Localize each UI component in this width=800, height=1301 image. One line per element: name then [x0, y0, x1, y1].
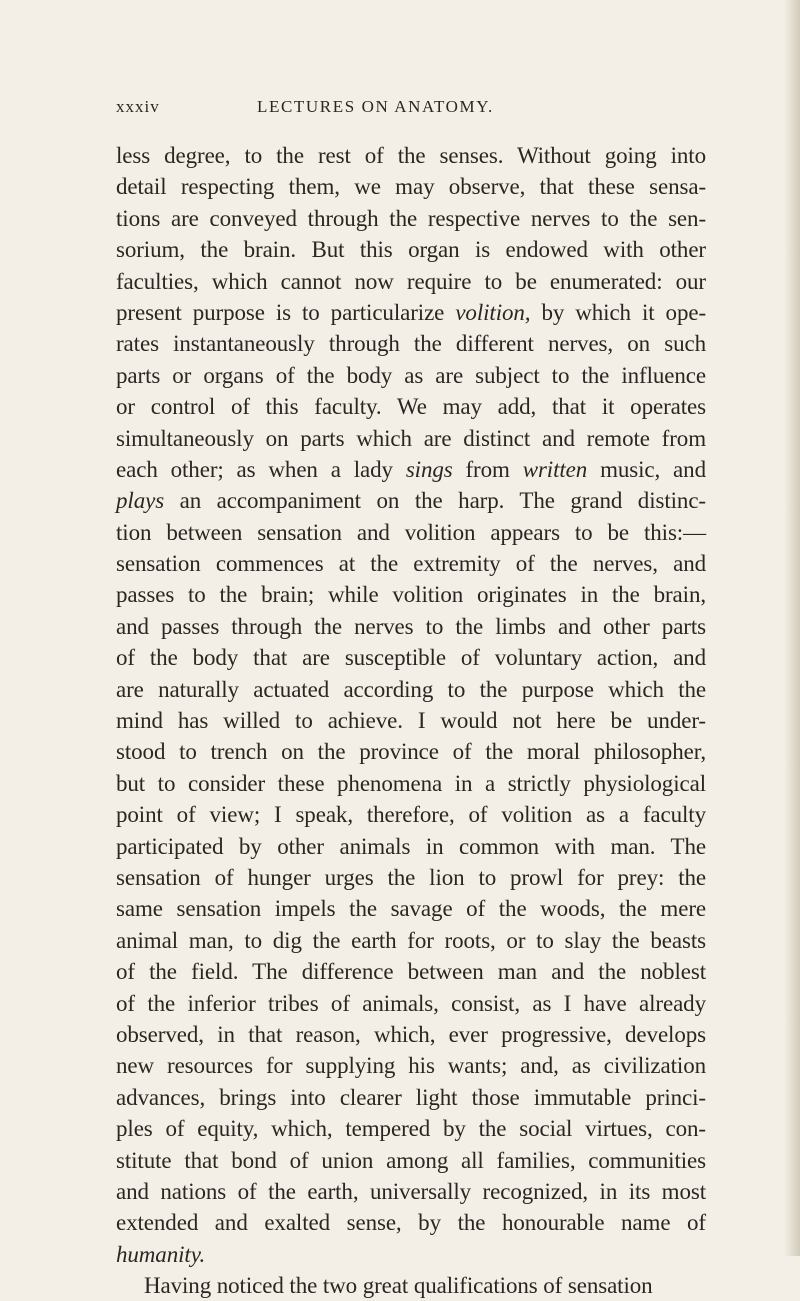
text-line: participated by other animals in common with man. The: [116, 833, 706, 859]
text-segment: an accompaniment on the harp. The grand distinc-: [179, 488, 706, 514]
text-line: tion between sensation and volition appears to be this:—: [116, 519, 706, 545]
text-line: sorium, the brain. But this organ is endowed with other: [116, 237, 706, 263]
text-line: passes to the brain; while volition originates in the brain,: [116, 582, 706, 608]
text-line: less degree, to the rest of the senses. Without going into: [116, 143, 706, 168]
text-line: faculties, which cannot now require to be enumerated: our: [116, 268, 706, 294]
text-line: and nations of the earth, universally recognized, in its most: [116, 1178, 706, 1204]
text-line: [116, 485, 706, 516]
text-line: stood to trench on the province of the moral philosopher,: [116, 739, 706, 765]
text-line: mind has willed to achieve. I would not here be under-: [116, 708, 706, 734]
text-line: are naturally actuated according to the purpose which the: [116, 676, 706, 702]
italic-word: sings: [405, 456, 453, 482]
text-line: rates instantaneously through the different nerves, on such: [116, 331, 706, 357]
text-line: [116, 454, 706, 485]
text-segment: music, and: [600, 456, 706, 482]
text-line: stitute that bond of union among all families, communities: [116, 1147, 706, 1173]
italic-word: humanity.: [116, 1241, 206, 1267]
text-line: of the body that are susceptible of voluntary action, and: [116, 645, 706, 671]
text-line: [116, 1239, 706, 1270]
text-line: new resources for supplying his wants; and, as civilization: [116, 1053, 706, 1079]
italic-word: written: [522, 456, 588, 482]
text-line: of the inferior tribes of animals, consist, as I have already: [116, 990, 706, 1016]
text-line: sensation commences at the extremity of the nerves, and: [116, 551, 706, 577]
page-number: xxxiv: [116, 97, 160, 116]
text-line: extended and exalted sense, by the honourable name of: [116, 1210, 706, 1236]
text-line: of the field. The difference between man and the noblest: [116, 959, 706, 985]
text-line: [116, 297, 706, 328]
text-line: and passes through the nerves to the limbs and other parts: [116, 613, 706, 639]
italic-word: volition,: [455, 299, 531, 325]
page-edge: [784, 0, 800, 1256]
page-header: [116, 97, 701, 131]
italic-word: plays: [116, 488, 165, 514]
text-line: ples of equity, which, tempered by the social virtues, con-: [116, 1116, 706, 1142]
text-line: observed, in that reason, which, ever progressive, develops: [116, 1021, 706, 1047]
text-line: Having noticed the two great qualifications of sensation: [144, 1273, 653, 1299]
text-line: detail respecting them, we may observe, that these sensa-: [116, 174, 706, 200]
text-line: but to consider these phenomena in a strictly physiological: [116, 770, 706, 796]
text-segment: by which it ope-: [541, 299, 707, 325]
body-text: [116, 140, 706, 1301]
text-segment: from: [465, 456, 510, 482]
text-line: point of view; I speak, therefore, of volition as a faculty: [116, 802, 706, 828]
running-head: LECTURES ON ANATOMY.: [257, 97, 494, 116]
text-segment: present purpose is to particularize: [116, 299, 445, 325]
text-line: sensation of hunger urges the lion to prowl for prey: the: [116, 864, 706, 890]
text-line: or control of this faculty. We may add, that it operates: [116, 394, 706, 420]
text-segment: each other; as when a lady: [116, 456, 393, 482]
text-line: advances, brings into clearer light those immutable princi-: [116, 1084, 706, 1110]
text-line: animal man, to dig the earth for roots, or to slay the beasts: [116, 927, 706, 953]
text-line: same sensation impels the savage of the woods, the mere: [116, 896, 706, 922]
text-line: tions are conveyed through the respective nerves to the sen-: [116, 205, 706, 231]
text-line: simultaneously on parts which are distinct and remote from: [116, 425, 706, 451]
text-line: parts or organs of the body as are subject to the influence: [116, 362, 706, 388]
